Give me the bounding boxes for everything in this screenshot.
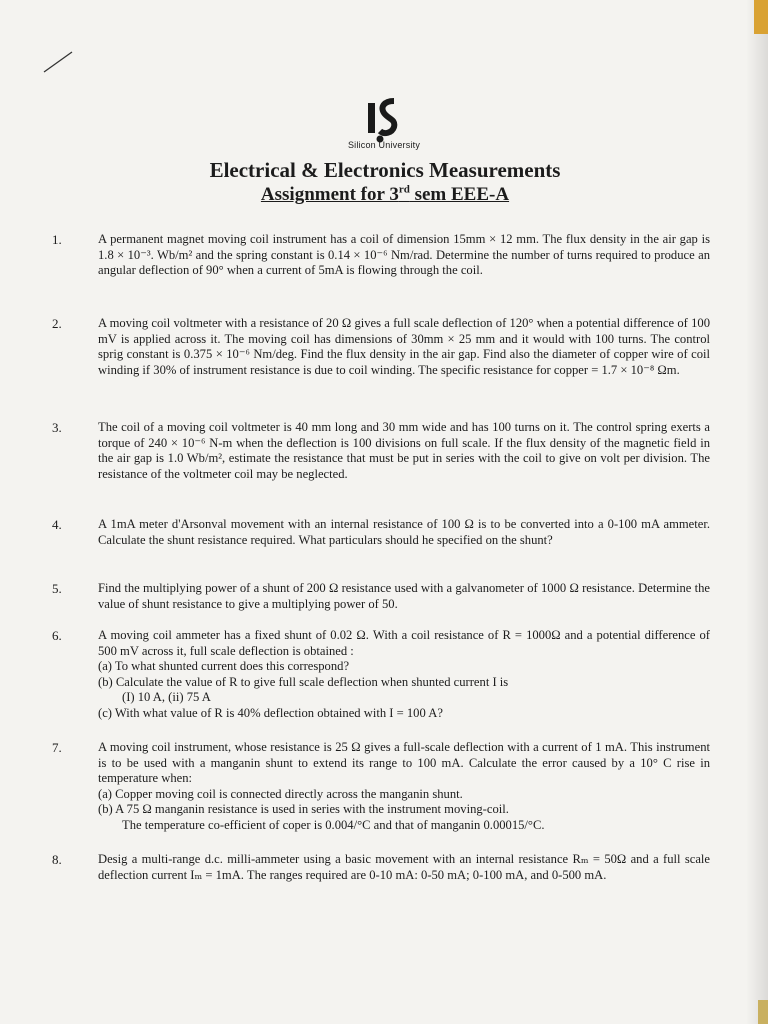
question-number: 4. bbox=[52, 517, 62, 532]
university-name: Silicon University bbox=[347, 140, 421, 150]
question-text: A moving coil ammeter has a fixed shunt of 0.02 Ω. With a coil resistance of R = 1000Ω and a potential difference of 500 mV across it, full scale deflection is obtained : (a) To what shunted current does this correspond? (b) Calculate the value of R to give full scale deflection when shunted current I is (I) 10 A, (ii) 75 A (c) With what value of R is 40% deflection obtained with I = 100 A? bbox=[98, 628, 710, 720]
question-text: The coil of a moving coil voltmeter is 40 mm long and 30 mm wide and has 100 turns on it. The control spring exerts a torque of 240 × 10⁻⁶ N-m when the deflection is 100 divisions on full scale. If the flux density of the magnetic field in the air gap is 1.0 Wb/m², estimate the resistance that must be put in series with the coil to give on volt per division. The resistance of the voltmeter coil may be neglected. bbox=[98, 420, 710, 481]
sub-question-b-continued: (I) 10 A, (ii) 75 A bbox=[122, 690, 211, 705]
university-logo-icon bbox=[354, 97, 414, 145]
page-corner-tab-bottom bbox=[758, 1000, 768, 1024]
sub-question-c: (c) With what value of R is 40% deflection obtained with I = 100 A? bbox=[98, 705, 443, 720]
assignment-subtitle bbox=[120, 184, 650, 206]
pen-mark-icon bbox=[40, 48, 76, 76]
page-corner-tab bbox=[754, 0, 768, 34]
sub-question-b: (b) Calculate the value of R to give full scale deflection when shunted current I is bbox=[98, 674, 509, 689]
question-number: 7. bbox=[52, 740, 62, 755]
question-text: A permanent magnet moving coil instrument has a coil of dimension 15mm × 12 mm. The flux density in the air gap is 1.8 × 10⁻³. Wb/m² and the spring constant is 0.14 × 10⁻⁶ Nm/rad. Determine the number of turns required to produce an angular deflection of 90° when a current of 5mA is flowing through the coil. bbox=[98, 232, 710, 278]
question-number: 5. bbox=[52, 581, 62, 596]
subtitle-text: Assignment for 3rd sem EEE-A bbox=[260, 184, 510, 206]
question-text: A moving coil voltmeter with a resistance of 20 Ω gives a full scale deflection of 120° when a potential difference of 100 mV is applied across it. The moving coil has dimensions of 30mm × 25 mm and it would with 100 turns. The control sprig constant is 0.375 × 10⁻⁶ Nm/deg. Find the flux density in the air gap. Find also the diameter of copper wire of coil winding if 30% of instrument resistance is due to coil winding. The specific resistance for copper = 1.7 × 10⁻⁸ Ωm. bbox=[98, 316, 710, 377]
sub-question-b-continued: The temperature co-efficient of coper is 0.004/°C and that of manganin 0.00015/°C. bbox=[122, 817, 545, 832]
question-text: Desig a multi-range d.c. milli-ammeter using a basic movement with an internal resistance Rₘ = 50Ω and a full scale deflection current Iₘ = 1mA. The ranges required are 0-10 mA: 0-50 mA; 0-100 mA, and 0-500 mA. bbox=[98, 852, 710, 882]
question-text: A moving coil instrument, whose resistance is 25 Ω gives a full-scale deflection with a current of 1 mA. This instrument is to be used with a manganin shunt to extend its range to 100 mA. Calculate the error caused by a 10° C rise in temperature when: (a) Copper moving coil is connected directly across the manganin shunt. (b) A 75 Ω manganin resistance is used in series with the instrument moving-coil. The temperature co-efficient of coper is 0.004/°C and that of manganin 0.00015/°C. bbox=[98, 740, 710, 832]
question-text: Find the multiplying power of a shunt of 200 Ω resistance used with a galvanometer of 1000 Ω resistance. Determine the value of shunt resistance to give a multiplying power of 50. bbox=[98, 581, 710, 611]
question-text: A 1mA meter d'Arsonval movement with an internal resistance of 100 Ω is to be converted into a 0-100 mA ammeter. Calculate the shunt resistance required. What particulars should he specified on the shunt? bbox=[98, 517, 710, 547]
question-number: 6. bbox=[52, 628, 62, 643]
page-title: Electrical & Electronics Measurements bbox=[209, 158, 561, 182]
sub-question-b: (b) A 75 Ω manganin resistance is used in series with the instrument moving-coil. bbox=[98, 802, 509, 817]
question-number: 2. bbox=[52, 316, 62, 331]
question-number: 1. bbox=[52, 232, 62, 247]
page-edge-shadow bbox=[746, 0, 768, 1024]
question-number: 3. bbox=[52, 420, 62, 435]
sub-question-a: (a) To what shunted current does this correspond? bbox=[98, 659, 350, 674]
question-number: 8. bbox=[52, 852, 62, 867]
sub-question-a: (a) Copper moving coil is connected directly across the manganin shunt. bbox=[98, 786, 463, 801]
